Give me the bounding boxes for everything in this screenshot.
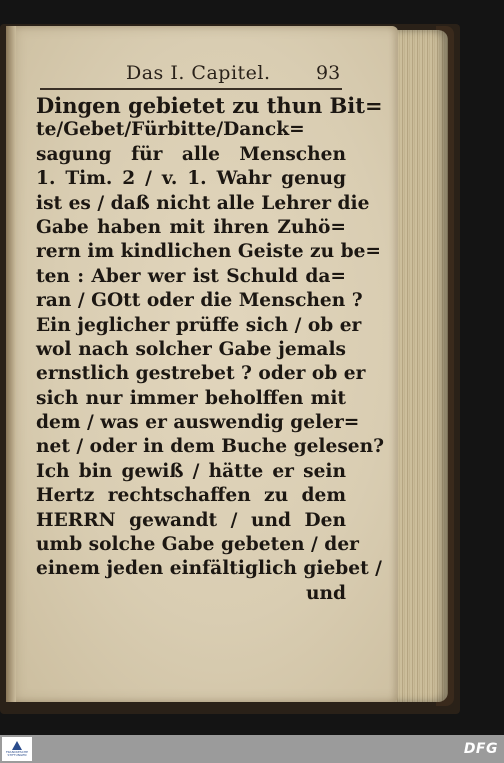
dfg-logo[interactable]: DFG — [463, 741, 498, 757]
text-line: sich nur immer beholffen mit — [36, 387, 346, 409]
header-rule — [40, 88, 342, 90]
institution-logo-icon — [12, 741, 22, 750]
page-gutter — [6, 26, 16, 702]
text-line: net / oder in dem Buche gelesen? — [36, 436, 385, 458]
catchword: und — [305, 582, 346, 604]
text-line: Ein jeglicher prüffe sich / ob er — [36, 314, 362, 336]
text-line: einem jeden einfältiglich giebet / — [36, 558, 382, 580]
book-page — [6, 26, 398, 702]
text-line: Gabe haben mit ihren Zuhö= — [36, 216, 346, 238]
text-line: ernstlich gestrebet ? oder ob er — [36, 363, 366, 385]
text-line: sagung für alle Menschen — [36, 143, 346, 165]
text-line: HERRN gewandt / und Den — [36, 509, 346, 531]
text-line: dem / was er auswendig geler= — [36, 412, 360, 434]
institution-logo-text: FRANCKESCHE STIFTUNGEN — [5, 750, 29, 757]
text-line: ran / GOtt oder die Menschen ? — [36, 290, 363, 312]
text-line: rern im kindlichen Geiste zu be= — [36, 241, 381, 263]
text-line: te/Gebet/Fürbitte/Danck= — [36, 119, 305, 141]
page-number: 93 — [316, 62, 341, 84]
text-line: ten : Aber wer ist Schuld da= — [36, 265, 346, 287]
viewer-footer — [0, 735, 504, 763]
text-line: Ich bin gewiß / hätte er sein — [36, 460, 346, 482]
institution-logo[interactable] — [2, 737, 32, 761]
running-head: Das I. Capitel. — [126, 62, 271, 84]
text-line: 1. Tim. 2 / v. 1. Wahr genug — [36, 168, 346, 190]
text-line: Hertz rechtschaffen zu dem — [36, 485, 346, 507]
body-text — [36, 93, 385, 606]
text-line: umb solche Gabe gebeten / der — [36, 534, 359, 556]
text-line: wol nach solcher Gabe jemals — [36, 338, 346, 360]
text-line: Dingen gebietet zu thun Bit= — [36, 93, 383, 118]
text-line: ist es / daß nicht alle Lehrer die — [36, 192, 370, 214]
